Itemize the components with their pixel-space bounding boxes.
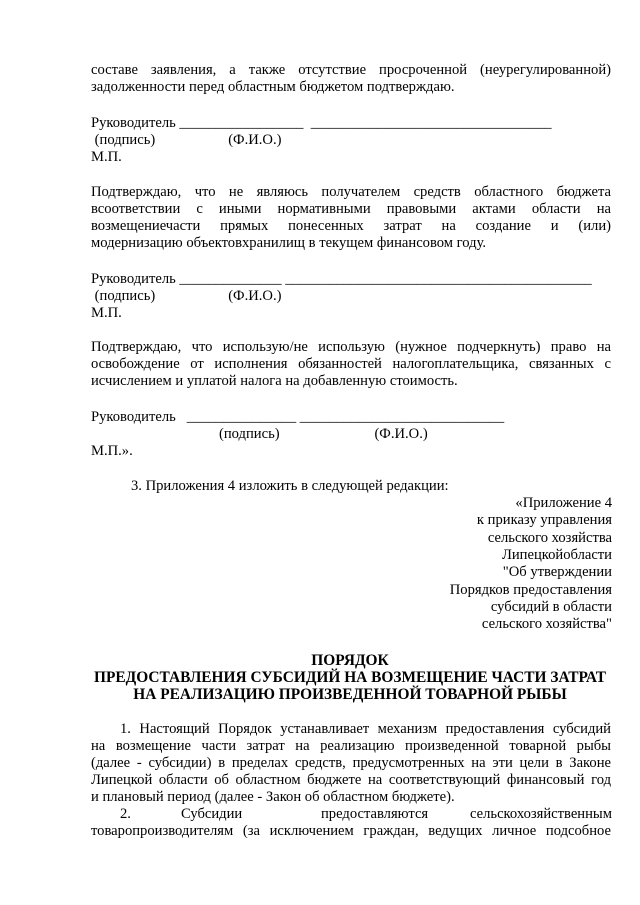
item-text: 3. Приложения 4 изложить в следующей редакции:: [131, 478, 449, 494]
text-line: исчислением и уплатой налога на добавленную стоимость.: [91, 373, 458, 389]
text-line: Подтверждаю, что не являюсь получателем средств областного бюджета: [91, 184, 611, 200]
appendix-line: "Об утверждении: [502, 564, 612, 580]
stamp-mark: М.П.: [91, 305, 122, 321]
text-line: составе заявления, а также отсутствие просроченной (неурегулированной): [91, 62, 611, 78]
document-heading: ПРЕДОСТАВЛЕНИЯ СУБСИДИЙ НА ВОЗМЕЩЕНИЕ ЧАСТИ ЗАТРАТ: [94, 669, 606, 686]
paragraph-line: (далее - субсидии) в пределах средств, предусмотренных на эти цели в Законе: [91, 755, 611, 771]
signature-line: Руководитель _________________ _________________________________: [91, 115, 552, 131]
text-line: Подтверждаю, что использую/не использую (нужное подчеркнуть) право на: [91, 339, 611, 355]
paragraph-line: на возмещение части затрат на реализацию произведенной товарной рыбы: [91, 738, 611, 754]
paragraph-word: предоставляются: [321, 806, 429, 822]
appendix-line: сельского хозяйства": [481, 616, 612, 632]
stamp-mark: М.П.: [91, 149, 122, 165]
text-line: модернизацию объектовхранилищ в текущем финансовом году.: [91, 235, 487, 251]
paragraph-line: товаропроизводителям (за исключением граждан, ведущих личное подсобное: [91, 823, 611, 839]
appendix-line: Порядков предоставления: [449, 582, 612, 598]
appendix-line: Липецкойобласти: [501, 547, 612, 563]
document-heading: НА РЕАЛИЗАЦИЮ ПРОИЗВЕДЕННОЙ ТОВАРНОЙ РЫБЫ: [133, 686, 567, 703]
signature-labels: (подпись) (Ф.И.О.): [91, 132, 282, 148]
appendix-line: субсидий в области: [490, 599, 612, 615]
signature-labels: (подпись) (Ф.И.О.): [219, 426, 428, 442]
text-line: возмещениечасти прямых понесенных затрат на создание и (или): [91, 218, 611, 234]
paragraph-line: и плановый период (далее - Закон об областном бюджете).: [91, 789, 455, 805]
paragraph-word: Субсидии: [181, 806, 243, 822]
text-line: всоответствии с иными нормативными правовыми актами области на: [91, 201, 611, 217]
signature-line: Руководитель _______________ ____________________________: [91, 409, 505, 425]
appendix-line: к приказу управления: [476, 512, 612, 528]
stamp-mark: М.П.».: [91, 443, 133, 459]
appendix-line: сельского хозяйства: [487, 530, 612, 546]
paragraph-line: Липецкой области об областном бюджете на соответствующий финансовый год: [91, 772, 611, 788]
signature-labels: (подпись) (Ф.И.О.): [91, 288, 282, 304]
signature-line: Руководитель ______________ __________________________________________: [91, 271, 592, 287]
paragraph-number: 2.: [120, 806, 131, 822]
paragraph-line: 1. Настоящий Порядок устанавливает механизм предоставления субсидий: [120, 721, 611, 737]
paragraph-word: сельскохозяйственным: [470, 806, 612, 822]
text-line: освобождение от исполнения обязанностей налогоплательщика, связанных с: [91, 356, 611, 372]
appendix-line: «Приложение 4: [515, 495, 612, 511]
document-heading: ПОРЯДОК: [311, 652, 389, 669]
text-line: задолженности перед областным бюджетом подтверждаю.: [91, 79, 455, 95]
